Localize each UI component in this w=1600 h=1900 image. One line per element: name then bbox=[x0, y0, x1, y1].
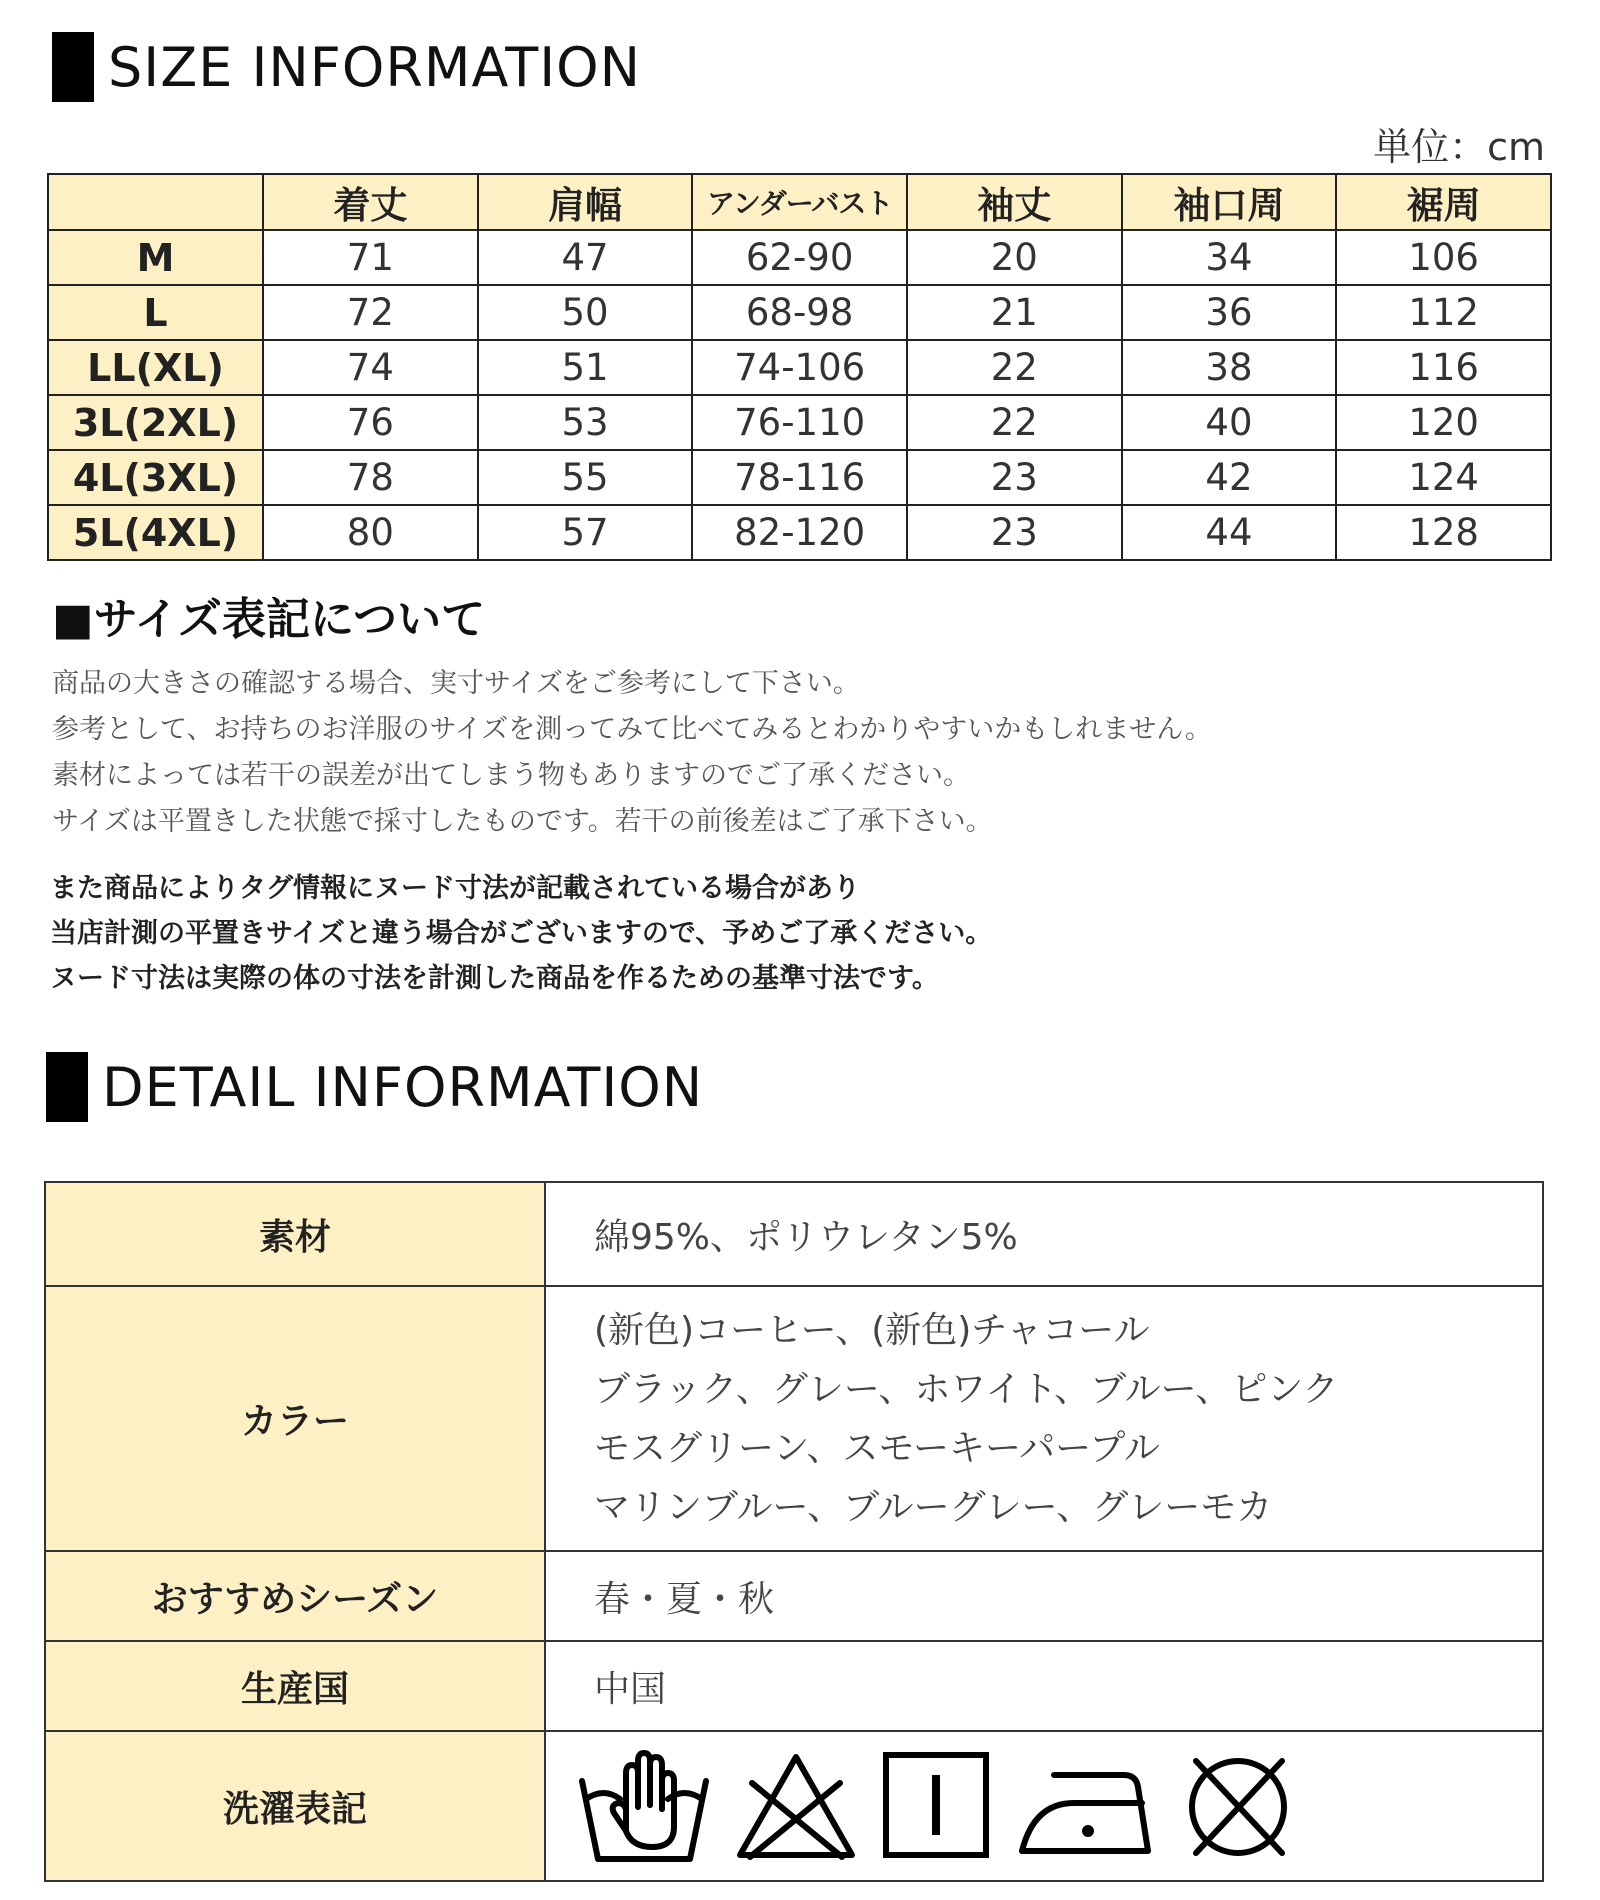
table-cell: 21 bbox=[907, 285, 1122, 340]
note-line: サイズは平置きした状態で採寸したものです。若干の前後差はご了承下さい。 bbox=[52, 806, 993, 837]
col-header-sleeve: 袖丈 bbox=[907, 174, 1122, 230]
note-bold-line: ヌード寸法は実際の体の寸法を計測した商品を作るための基準寸法です。 bbox=[50, 963, 939, 994]
detail-row-care bbox=[45, 1731, 1543, 1881]
table-row bbox=[48, 395, 1551, 450]
detail-row-material bbox=[45, 1182, 1543, 1286]
table-cell: 51 bbox=[478, 340, 693, 395]
color-line: モスグリーン、スモーキーパープル bbox=[594, 1427, 1160, 1469]
care-icons bbox=[546, 1747, 1542, 1865]
table-cell: 23 bbox=[907, 450, 1122, 505]
table-cell: 80 bbox=[263, 505, 478, 560]
no-dry-clean-icon bbox=[1176, 1747, 1300, 1865]
origin-value: 中国 bbox=[545, 1641, 1543, 1731]
table-cell: 22 bbox=[907, 395, 1122, 450]
hand-wash-icon bbox=[576, 1747, 712, 1865]
detail-table bbox=[44, 1181, 1544, 1882]
row-size-label: LL(XL) bbox=[48, 340, 263, 395]
table-cell: 47 bbox=[478, 230, 693, 285]
note-line: 参考として、お持ちのお洋服のサイズを測ってみて比べてみるとわかりやすいかもしれません。 bbox=[52, 714, 1212, 745]
detail-row-season bbox=[45, 1551, 1543, 1641]
table-cell: 124 bbox=[1336, 450, 1551, 505]
table-cell: 76 bbox=[263, 395, 478, 450]
table-cell: 62-90 bbox=[692, 230, 907, 285]
season-label: おすすめシーズン bbox=[45, 1551, 545, 1641]
table-cell: 53 bbox=[478, 395, 693, 450]
color-line: マリンブルー、ブルーグレー、グレーモカ bbox=[594, 1486, 1273, 1528]
origin-label: 生産国 bbox=[45, 1641, 545, 1731]
table-cell: 128 bbox=[1336, 505, 1551, 560]
table-row bbox=[48, 285, 1551, 340]
note-bold-line: 当店計測の平置きサイズと違う場合がございますので、予めご了承ください。 bbox=[50, 918, 993, 949]
size-information-title bbox=[52, 32, 641, 102]
note-line: 商品の大きさの確認する場合、実寸サイズをご参考にして下さい。 bbox=[52, 668, 860, 699]
table-cell: 57 bbox=[478, 505, 693, 560]
detail-information-heading: DETAIL INFORMATION bbox=[102, 1055, 704, 1119]
table-row bbox=[48, 340, 1551, 395]
col-header-cuff: 袖口周 bbox=[1122, 174, 1337, 230]
table-cell: 50 bbox=[478, 285, 693, 340]
material-value: 綿95%、ポリウレタン5% bbox=[545, 1182, 1543, 1286]
table-cell: 42 bbox=[1122, 450, 1337, 505]
no-bleach-icon bbox=[734, 1747, 858, 1865]
low-iron-icon bbox=[1014, 1747, 1154, 1865]
title-bar-marker bbox=[46, 1052, 88, 1122]
table-row bbox=[48, 505, 1551, 560]
table-cell: 68-98 bbox=[692, 285, 907, 340]
table-cell: 34 bbox=[1122, 230, 1337, 285]
line-dry-icon bbox=[880, 1747, 992, 1865]
row-size-label: 5L(4XL) bbox=[48, 505, 263, 560]
table-cell: 72 bbox=[263, 285, 478, 340]
table-row bbox=[48, 230, 1551, 285]
table-cell: 71 bbox=[263, 230, 478, 285]
table-cell: 78 bbox=[263, 450, 478, 505]
color-value bbox=[545, 1286, 1543, 1551]
col-header-hem: 裾周 bbox=[1336, 174, 1551, 230]
size-notes bbox=[52, 661, 1212, 845]
detail-information-title bbox=[46, 1052, 703, 1122]
row-size-label: 3L(2XL) bbox=[48, 395, 263, 450]
size-table-header-row bbox=[48, 174, 1551, 230]
color-line: ブラック、グレー、ホワイト、ブルー、ピンク bbox=[594, 1368, 1339, 1410]
table-cell: 82-120 bbox=[692, 505, 907, 560]
col-header-underbust: アンダーバスト bbox=[692, 174, 907, 230]
table-cell: 20 bbox=[907, 230, 1122, 285]
row-size-label: 4L(3XL) bbox=[48, 450, 263, 505]
table-row bbox=[48, 450, 1551, 505]
table-cell: 22 bbox=[907, 340, 1122, 395]
col-header-shoulder: 肩幅 bbox=[478, 174, 693, 230]
size-table bbox=[47, 173, 1552, 561]
row-size-label: L bbox=[48, 285, 263, 340]
title-bar-marker bbox=[52, 32, 94, 102]
col-header-length: 着丈 bbox=[263, 174, 478, 230]
care-label: 洗濯表記 bbox=[45, 1731, 545, 1881]
size-information-heading: SIZE INFORMATION bbox=[108, 35, 642, 99]
table-cell: 23 bbox=[907, 505, 1122, 560]
size-notes-heading: ■サイズ表記について bbox=[52, 594, 486, 645]
detail-row-origin bbox=[45, 1641, 1543, 1731]
table-cell: 78-116 bbox=[692, 450, 907, 505]
table-cell: 74-106 bbox=[692, 340, 907, 395]
detail-row-color bbox=[45, 1286, 1543, 1551]
table-cell: 44 bbox=[1122, 505, 1337, 560]
color-line: (新色)コーヒー、(新色)チャコール bbox=[594, 1309, 1150, 1351]
table-cell: 120 bbox=[1336, 395, 1551, 450]
season-value: 春・夏・秋 bbox=[545, 1551, 1543, 1641]
table-cell: 116 bbox=[1336, 340, 1551, 395]
note-line: 素材によっては若干の誤差が出てしまう物もありますのでご了承ください。 bbox=[52, 760, 970, 791]
table-cell: 38 bbox=[1122, 340, 1337, 395]
table-cell: 112 bbox=[1336, 285, 1551, 340]
color-label: カラー bbox=[45, 1286, 545, 1551]
table-cell: 74 bbox=[263, 340, 478, 395]
row-size-label: M bbox=[48, 230, 263, 285]
size-table-corner bbox=[48, 174, 263, 230]
table-cell: 40 bbox=[1122, 395, 1337, 450]
care-value bbox=[545, 1731, 1543, 1881]
table-cell: 36 bbox=[1122, 285, 1337, 340]
table-cell: 55 bbox=[478, 450, 693, 505]
table-cell: 76-110 bbox=[692, 395, 907, 450]
unit-label: 単位：cm bbox=[1373, 125, 1545, 169]
material-label: 素材 bbox=[45, 1182, 545, 1286]
note-bold-line: また商品によりタグ情報にヌード寸法が記載されている場合があり bbox=[50, 873, 860, 904]
table-cell: 106 bbox=[1336, 230, 1551, 285]
size-notes-bold bbox=[50, 866, 992, 1001]
